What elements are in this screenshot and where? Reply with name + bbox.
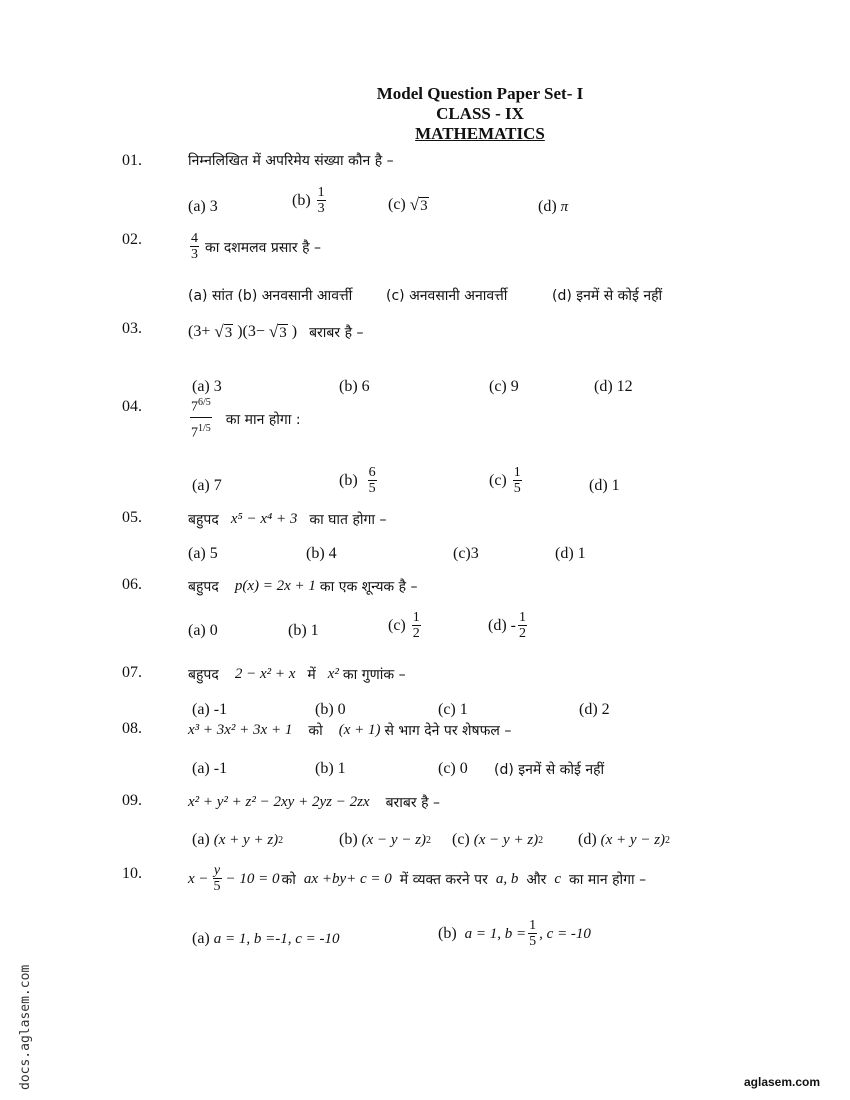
option-d: (d) 2 (579, 701, 610, 718)
option-b: (b) 1 (315, 760, 346, 777)
option-a: (a) 7 (192, 477, 222, 494)
option-d: (d) इनमें से कोई नहीं (552, 288, 663, 304)
watermark: docs.aglasem.com (18, 964, 33, 1090)
question-number: 09. (122, 792, 142, 809)
option-d: (d) 1 (555, 545, 586, 562)
option-c: (c) $\frac{1}{2}$ (388, 610, 420, 641)
option-d: (d) 12 (594, 378, 633, 395)
option-a: (a) सांत (b) अनवसानी आवर्त्ती (188, 288, 353, 304)
class-label: CLASS - IX (436, 104, 524, 123)
option-c: (c) 1 (438, 701, 468, 718)
question-text: $\frac{7^{6/5}}{7^{1/5}}$ का मान होगा : (191, 397, 301, 441)
subject-label: MATHEMATICS (415, 124, 545, 143)
option-b: (b) $\frac{6}{5}$ (339, 465, 376, 496)
option-c: (c) 0 (438, 760, 468, 777)
option-a: (a) 3 (188, 198, 218, 215)
question-number: 10. (122, 865, 142, 882)
question-number: 07. (122, 664, 142, 681)
question-text: $\frac{4}{3}$ का दशमलव प्रसार है – (191, 231, 321, 262)
question-number: 06. (122, 576, 142, 593)
option-d: (d) (x + y − z) 2 (578, 831, 671, 848)
option-a: (a) a = 1, b =-1, c = -10 (192, 930, 340, 947)
option-a: (a) 3 (192, 378, 222, 395)
option-d: (d) इनमें से कोई नहीं (494, 762, 605, 778)
question-number: 02. (122, 231, 142, 248)
question-text: x² + y² + z² − 2xy + 2yz − 2zx बराबर है – (188, 794, 440, 811)
brand-logo-text: aglasem.com (744, 1075, 821, 1089)
question-text: x − $\frac{y}{5}$ − 10 = 0 को ax +by+ c = 0 में व्यक्त करने पर a, b और c का मान होगा – (188, 863, 647, 894)
question-number: 01. (122, 152, 142, 169)
question-text: बहुपद p(x) = 2x + 1 का एक शून्यक है – (188, 578, 418, 595)
option-d: (d) - $\frac{1}{2}$ (488, 610, 526, 641)
question-number: 05. (122, 509, 142, 526)
option-c: (c) 9 (489, 378, 519, 395)
question-number: 03. (122, 320, 142, 337)
paper-title: Model Question Paper Set- I (376, 84, 584, 103)
option-a: (a) (x + y + z) 2 (192, 831, 284, 848)
option-b: (b) (x − y − z) 2 (339, 831, 432, 848)
question-text: बहुपद 2 − x² + x में x² का गुणांक – (188, 666, 406, 683)
option-b: (b) a = 1, b = $\frac{1}{5}$ , c = -10 (438, 918, 591, 949)
option-b: (b) 4 (306, 545, 337, 562)
option-c: (c) √ 3 (388, 195, 428, 214)
option-a: (a) -1 (192, 760, 228, 777)
option-c: (c) (x − y + z) 2 (452, 831, 544, 848)
option-b: (b) 6 (339, 378, 370, 395)
option-d: (d) 1 (589, 477, 620, 494)
option-d: (d) π (538, 198, 569, 215)
option-a: (a) -1 (192, 701, 228, 718)
option-a: (a) 5 (188, 545, 218, 562)
question-text: बहुपद x⁵ − x⁴ + 3 का घात होगा – (188, 511, 387, 528)
option-b: (b) $\frac{1}{3}$ (292, 185, 325, 216)
question-text: (3+ √ 3 )(3− √ 3 ) बराबर है – (188, 322, 364, 341)
option-c: (c) $\frac{1}{5}$ (489, 465, 521, 496)
question-text: निम्नलिखित में अपरिमेय संख्या कौन है – (188, 153, 394, 169)
option-b: (b) 0 (315, 701, 346, 718)
option-c: (c)3 (453, 545, 479, 562)
question-text: x³ + 3x² + 3x + 1 को (x + 1) से भाग देने पर शेषफल – (188, 722, 512, 739)
option-a: (a) 0 (188, 622, 218, 639)
question-number: 04. (122, 398, 142, 415)
option-b: (b) 1 (288, 622, 319, 639)
question-number: 08. (122, 720, 142, 737)
option-c: (c) अनवसानी अनावर्त्ती (386, 288, 508, 304)
